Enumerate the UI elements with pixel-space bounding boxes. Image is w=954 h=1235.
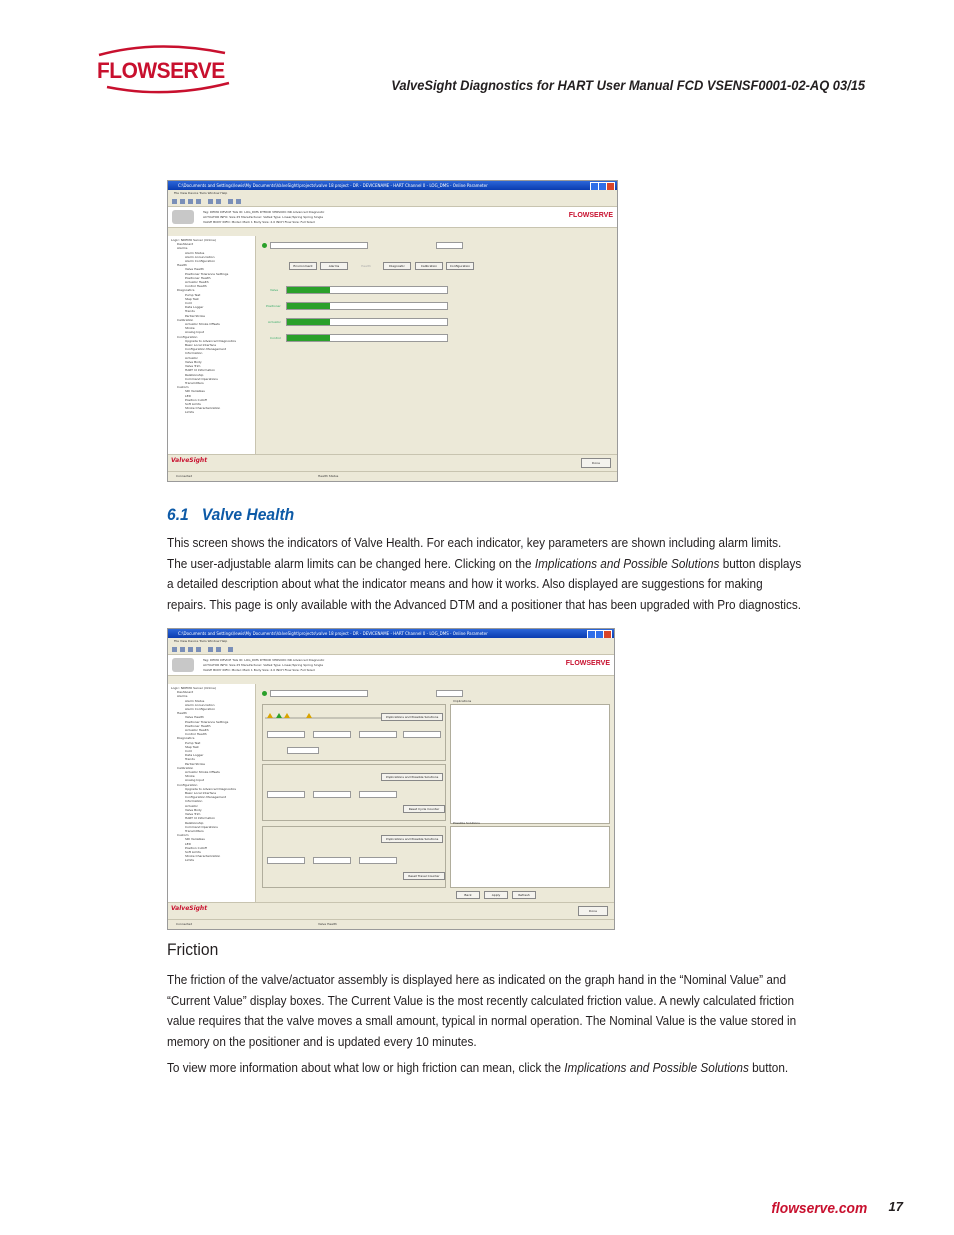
- row-label: Valve: [270, 288, 279, 292]
- window-title: C:\Documents and Settings\lewis\My Documents\ValveSight\projects\valve 18 project - DR - DEVICENAME - HART Channel 0 - LOG_DMS - Online Parameter: [178, 631, 488, 636]
- tree-item[interactable]: Limits: [185, 858, 194, 863]
- friction-paragraph-2: [167, 1058, 803, 1079]
- apply-button[interactable]: Apply: [484, 891, 508, 899]
- tree-item[interactable]: Command Operations: [185, 376, 218, 381]
- back-button[interactable]: Back: [456, 891, 480, 899]
- reset-travel-button[interactable]: Reset Travel Counter: [403, 872, 445, 880]
- tree-item[interactable]: Diagnostics: [177, 288, 195, 293]
- device-info-line: Tag: DEMO DEVICE TAG ID: LOG_DMS DTMOD VERSION: NR Advanced Diagnostic: [203, 210, 325, 214]
- tree-item[interactable]: Actuator Stroke Offsets: [185, 322, 220, 327]
- device-icon: [172, 658, 194, 672]
- cycle-field[interactable]: [359, 791, 397, 798]
- device-info-line: ACTUATOR INFO: Size 25 Manufacturer: Valtek Type: Linear/Spring Spring Single: [203, 663, 324, 667]
- tree-item[interactable]: Cold: [185, 749, 192, 754]
- low-alarm-field[interactable]: [267, 731, 305, 738]
- tree-item[interactable]: HART Id Information: [185, 816, 216, 821]
- footer-bar: [168, 454, 617, 469]
- tree-item[interactable]: LED: [185, 393, 191, 398]
- tree-item[interactable]: Valve Body: [185, 359, 202, 364]
- tree-item[interactable]: SDI Variables: [185, 837, 205, 842]
- row-label: Actuator: [268, 320, 281, 324]
- solutions-label: Possible Solutions: [453, 821, 480, 825]
- tree-item[interactable]: Transmitters: [185, 828, 204, 833]
- toolbar-icon: [216, 199, 221, 204]
- travel-group: [262, 826, 446, 888]
- emphasis-text: Implications and Possible Solutions: [534, 556, 720, 571]
- status-bar: [168, 471, 617, 481]
- nav-button[interactable]: Health: [361, 264, 371, 268]
- toolbar: [168, 197, 617, 207]
- device-info-line: VALVE BODY INFO: Model: Mark 1 Body Size: 2.0 INCH Flow Size: Full Sized: [203, 668, 315, 672]
- travel-field[interactable]: [267, 857, 305, 864]
- dashboard-panel: [256, 236, 617, 454]
- tree-item[interactable]: Cold: [185, 301, 192, 306]
- paragraph: The friction of the valve/actuator assembly is displayed here as indicated on the graph hand in the “Nominal Value” and “Current Value” display boxes. The Current Value is the most recently calculated friction value. A newly calculated friction value requires that the valve moves a small amount, typical in normal operation. The Nominal Value is the value stored in memory on the positioner and is updated every 10 minutes.: [167, 973, 797, 1049]
- tree-item[interactable]: LED: [185, 841, 191, 846]
- friction-scale: [265, 711, 385, 725]
- tree-item[interactable]: Diagnostics: [177, 736, 195, 741]
- brand-label: ValveSight: [171, 457, 208, 464]
- emphasis-text: Implications and Possible Solutions: [564, 1061, 749, 1075]
- tree-item[interactable]: Soft Limits: [185, 401, 201, 406]
- low-warning-field[interactable]: [313, 731, 351, 738]
- menubar: File View Device Tools Window Help: [168, 638, 614, 645]
- nav-button[interactable]: Calibration: [415, 262, 443, 270]
- tree-item[interactable]: Custom: [177, 385, 189, 390]
- tree-item[interactable]: Limits: [185, 410, 194, 415]
- tree-item[interactable]: Actuator Stroke Offsets: [185, 770, 220, 775]
- alarm-marker-icon: [267, 713, 273, 718]
- tree-item[interactable]: Valve Trim: [185, 364, 201, 369]
- tree-item[interactable]: SDI Variables: [185, 389, 205, 394]
- alarm-marker-icon: [284, 713, 290, 718]
- implications-button[interactable]: Implications and Possible Solutions: [381, 713, 443, 721]
- tree-item[interactable]: Logic: NDEMO Server (Online): [171, 686, 216, 690]
- tree-item[interactable]: Relationship: [185, 372, 204, 377]
- navigation-tree: [168, 236, 256, 454]
- app-logo: FLOWSERVE: [568, 212, 613, 219]
- toolbar-icon: [228, 199, 233, 204]
- toolbar-icon: [228, 647, 233, 652]
- friction-group: [262, 704, 446, 761]
- status-text: Valve Health: [318, 922, 337, 926]
- toolbar-icon: [196, 199, 201, 204]
- tree-item[interactable]: Valve Body: [185, 807, 202, 812]
- toolbar-icon: [188, 647, 193, 652]
- tree-item[interactable]: Health: [177, 263, 187, 268]
- tree-item[interactable]: Control Health: [185, 284, 207, 289]
- tree-item[interactable]: Upgrade to Advanced Diagnostics: [185, 338, 236, 343]
- refresh-button[interactable]: Refresh: [512, 891, 536, 899]
- toolbar-icon: [208, 647, 213, 652]
- friction-heading: Friction: [167, 940, 219, 959]
- implications-button[interactable]: Implications and Possible Solutions: [381, 773, 443, 781]
- toolbar: [168, 645, 614, 655]
- navigation-tree: [168, 684, 256, 902]
- tree-item[interactable]: Trends: [185, 309, 195, 314]
- health-gauge: [286, 286, 448, 294]
- status-bar: [168, 919, 614, 929]
- brand-label: ValveSight: [171, 905, 208, 912]
- tree-item[interactable]: Analog Input: [185, 330, 205, 335]
- tree-item[interactable]: Actuator Health: [185, 728, 209, 733]
- window-titlebar: [168, 629, 614, 638]
- tree-item[interactable]: Configuration Management: [185, 795, 227, 800]
- row-label: Positioner: [266, 304, 281, 308]
- tree-item[interactable]: Partial Stroke: [185, 761, 205, 766]
- status-led-icon: [262, 691, 267, 696]
- tree-item[interactable]: Soft Limits: [185, 849, 201, 854]
- toolbar-icon: [208, 199, 213, 204]
- tree-item[interactable]: Step Test: [185, 744, 199, 749]
- tree-item[interactable]: Valve Trim: [185, 812, 201, 817]
- health-gauge: [286, 302, 448, 310]
- device-info: [203, 658, 324, 673]
- tree-item[interactable]: Custom: [177, 833, 189, 838]
- health-gauge: [286, 318, 448, 326]
- tree-item[interactable]: Positioner Health: [185, 275, 211, 280]
- tree-item[interactable]: Dashboard: [177, 690, 194, 695]
- paragraph-text: button.: [748, 1061, 789, 1075]
- window-title: C:\Documents and Settings\lewis\My Documents\ValveSight\projects\valve 18 project - DR - DEVICENAME - HART Channel 0 - LOG_DMS - Online Parameter: [178, 183, 488, 188]
- solutions-box: [450, 821, 610, 888]
- tree-item[interactable]: Position Cutoff: [185, 397, 207, 402]
- toolbar-icon: [196, 647, 201, 652]
- tree-item[interactable]: Actuator: [185, 803, 198, 808]
- tree-item[interactable]: Data Logger: [185, 305, 204, 310]
- tree-item[interactable]: Transmitters: [185, 380, 204, 385]
- tree-item[interactable]: Alarm Annunciation: [185, 254, 215, 259]
- tree-item[interactable]: Positioner Health: [185, 723, 211, 728]
- toolbar-icon: [172, 199, 177, 204]
- travel-field[interactable]: [359, 857, 397, 864]
- status-led-icon: [262, 243, 267, 248]
- app-logo: FLOWSERVE: [565, 660, 610, 667]
- status-field: [270, 690, 368, 697]
- tree-item[interactable]: Configuration Management: [185, 347, 227, 352]
- current-value-field: [287, 747, 319, 754]
- tree-item[interactable]: Stroke Characterization: [185, 406, 221, 411]
- tree-item[interactable]: Valve Health: [185, 715, 204, 720]
- nav-button[interactable]: Alarms: [320, 262, 348, 270]
- tree-item[interactable]: Basic Local Interface: [185, 343, 217, 348]
- command-field: [436, 690, 463, 697]
- implications-label: Implications: [453, 699, 472, 703]
- tree-item[interactable]: Stroke: [185, 774, 195, 779]
- window-titlebar: [168, 181, 617, 190]
- tree-item[interactable]: Alarm Configuration: [185, 707, 216, 712]
- screenshot-valve-health: [167, 628, 615, 930]
- high-warning-field[interactable]: [359, 731, 397, 738]
- tree-item[interactable]: Pump Test: [185, 292, 201, 297]
- done-button[interactable]: Done: [578, 906, 608, 916]
- section-heading: [167, 505, 294, 525]
- tree-item[interactable]: Positioner Tolerance Settings: [185, 719, 229, 724]
- document-title: ValveSight Diagnostics for HART User Manual FCD VSENSF0001-02-AQ 03/15: [391, 77, 865, 93]
- reset-cycle-button[interactable]: Reset Cycle Counter: [403, 805, 445, 813]
- toolbar-icon: [236, 199, 241, 204]
- tree-item[interactable]: Upgrade to Advanced Diagnostics: [185, 786, 236, 791]
- close-icon: [606, 182, 615, 190]
- section-title: Valve Health: [201, 505, 295, 524]
- toolbar-icon: [188, 199, 193, 204]
- alarm-marker-icon: [306, 713, 312, 718]
- tree-item[interactable]: Trends: [185, 757, 195, 762]
- tree-item[interactable]: Positioner Tolerance Settings: [185, 271, 229, 276]
- toolbar-icon: [180, 199, 185, 204]
- tree-item[interactable]: Data Logger: [185, 753, 204, 758]
- tree-item[interactable]: Alarm Configuration: [185, 259, 216, 264]
- device-icon: [172, 210, 194, 224]
- tree-item[interactable]: Logic: NDEMO Server (Online): [171, 238, 216, 242]
- flowserve-logo: [97, 43, 237, 95]
- tree-item[interactable]: Control Health: [185, 732, 207, 737]
- tree-item[interactable]: Valve Health: [185, 267, 204, 272]
- device-info-line: ACTUATOR INFO: Size 25 Manufacturer: Valtek Type: Linear/Spring Spring Single: [203, 215, 324, 219]
- tree-item[interactable]: Basic Local Interface: [185, 791, 217, 796]
- tree-item[interactable]: Command Operations: [185, 824, 218, 829]
- tree-item[interactable]: HART Id Information: [185, 368, 216, 373]
- tree-item[interactable]: Actuator Health: [185, 280, 209, 285]
- tree-item[interactable]: Calibration: [177, 317, 194, 322]
- toolbar-icon: [216, 647, 221, 652]
- valve-health-panel: [256, 684, 614, 902]
- footer-bar: [168, 902, 614, 917]
- status-text: Connected: [176, 474, 193, 478]
- tree-item[interactable]: Configuration: [177, 782, 198, 787]
- footer-link[interactable]: flowserve.com: [771, 1200, 867, 1217]
- paragraph-text: This screen shows the indicators of Valve Health. For each indicator, key parameters are shown including alarm limits. The user-adjustable alarm limits can be changed here. Clicking on the: [167, 536, 782, 571]
- section-number: 6.1: [167, 505, 189, 524]
- menubar: File View Device Tools Window Help: [168, 190, 617, 197]
- status-text: Connected: [176, 922, 193, 926]
- tree-item[interactable]: Step Test: [185, 296, 199, 301]
- tree-item[interactable]: Dashboard: [177, 242, 194, 247]
- nav-button[interactable]: Diagnostic: [383, 262, 411, 270]
- done-button[interactable]: Done: [581, 458, 611, 468]
- paragraph-text: button displays a detailed description about what the indicator means and how it works. Also displayed are suggestions for making repairs. This page is only available with the Advanced DTM and a positioner that has been upgraded with Pro diagnostics.: [167, 556, 802, 612]
- tree-item[interactable]: Pump Test: [185, 740, 201, 745]
- tree-item[interactable]: Alarms: [177, 246, 188, 251]
- tree-item[interactable]: Partial Stroke: [185, 313, 205, 318]
- tree-item[interactable]: Alarms: [177, 694, 188, 699]
- device-info-line: VALVE BODY INFO: Model: Mark 1 Body Size: 2.0 INCH Flow Size: Full Sized: [203, 220, 315, 224]
- tree-item[interactable]: Stroke Characterization: [185, 854, 221, 859]
- tree-item[interactable]: Configuration: [177, 334, 198, 339]
- health-gauge: [286, 334, 448, 342]
- implications-button[interactable]: Implications and Possible Solutions: [381, 835, 443, 843]
- travel-field[interactable]: [313, 857, 351, 864]
- nav-button[interactable]: Environment: [289, 262, 317, 270]
- logo-text: FLOWSERVE: [97, 58, 225, 83]
- tree-item[interactable]: Health: [177, 711, 187, 716]
- paragraph: [167, 1058, 803, 1079]
- nominal-marker-icon: [276, 713, 282, 718]
- tree-item[interactable]: Information: [185, 351, 203, 356]
- nav-button[interactable]: Configuration: [446, 262, 474, 270]
- tree-item[interactable]: Alarm Annunciation: [185, 702, 215, 707]
- device-info: [203, 210, 324, 225]
- paragraph-text: To view more information about what low or high friction can mean, click the: [167, 1061, 565, 1075]
- status-text: Health Status: [318, 474, 339, 478]
- cycles-group: [262, 764, 446, 821]
- section-paragraph: [167, 533, 803, 615]
- device-info-line: Tag: DEMO DEVICE TAG ID: LOG_DMS DTMOD VERSION: NR Advanced Diagnostic: [203, 658, 325, 662]
- tree-item[interactable]: Analog Input: [185, 778, 205, 783]
- close-icon: [603, 630, 612, 638]
- tree-item[interactable]: Actuator: [185, 355, 198, 360]
- tree-item[interactable]: Calibration: [177, 765, 194, 770]
- cycle-field[interactable]: [313, 791, 351, 798]
- toolbar-icon: [180, 647, 185, 652]
- friction-paragraph: [167, 970, 803, 1052]
- row-label: Control: [270, 336, 281, 340]
- cycle-field[interactable]: [267, 791, 305, 798]
- screenshot-dashboard: [167, 180, 618, 482]
- implications-box: [450, 699, 610, 824]
- command-field: [436, 242, 463, 249]
- device-info-bar: [168, 207, 617, 228]
- device-info-bar: [168, 655, 614, 676]
- tree-item[interactable]: Stroke: [185, 326, 195, 331]
- toolbar-icon: [172, 647, 177, 652]
- high-alarm-field[interactable]: [403, 731, 441, 738]
- tree-item[interactable]: Information: [185, 799, 203, 804]
- tree-item[interactable]: Alarm Status: [185, 250, 205, 255]
- tree-item[interactable]: Alarm Status: [185, 698, 205, 703]
- paragraph: [167, 533, 803, 615]
- tree-item[interactable]: Position Cutoff: [185, 845, 207, 850]
- page-number: 17: [888, 1199, 903, 1214]
- tree-item[interactable]: Relationship: [185, 820, 204, 825]
- status-field: [270, 242, 368, 249]
